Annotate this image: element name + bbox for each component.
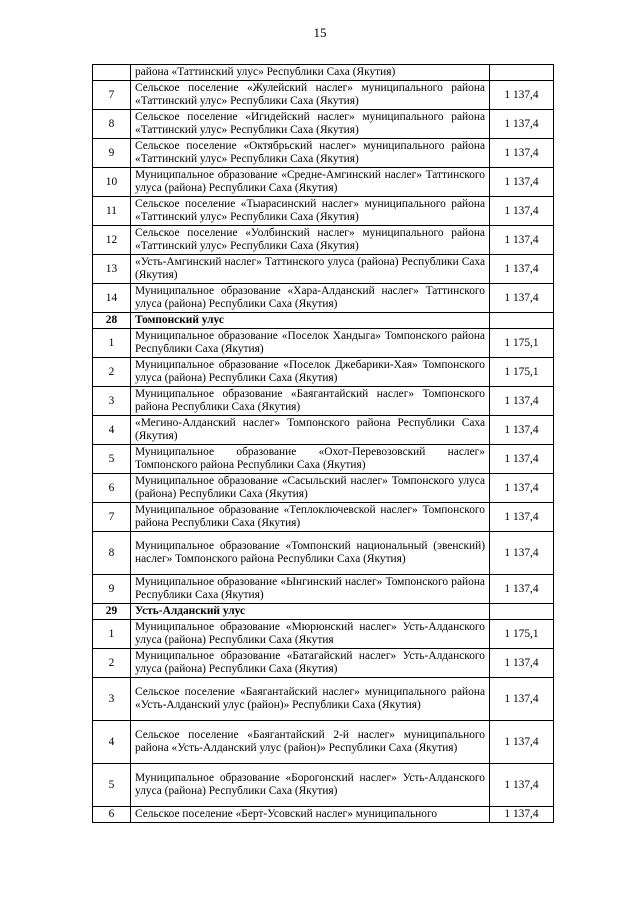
row-number: 4 (93, 721, 131, 764)
table-row (93, 474, 554, 503)
table-row (93, 764, 554, 807)
table-row (93, 445, 554, 474)
group-header-row (93, 313, 554, 329)
municipality-name: Сельское поселение «Баягантайский 2-й наслег» муниципального района «Усть-Алданский улус (район)» Республики Саха (Якутия) (131, 721, 490, 764)
row-number: 13 (93, 255, 131, 284)
row-number: 9 (93, 575, 131, 604)
table-row (93, 416, 554, 445)
row-number: 7 (93, 503, 131, 532)
table-row (93, 532, 554, 575)
table-row (93, 721, 554, 764)
table-row (93, 284, 554, 313)
municipality-name: Муниципальное образование «Теплоключевской наслег» Томпонского района Республики Саха (Якутия) (131, 503, 490, 532)
district-name: Томпонский улус (131, 313, 490, 329)
amount-value: 1 137,4 (490, 387, 554, 416)
municipality-name: Муниципальное образование «Хара-Алданский наслег» Таттинского улуса (района) Республики Саха (Якутия) (131, 284, 490, 313)
row-number: 2 (93, 649, 131, 678)
amount-value: 1 137,4 (490, 503, 554, 532)
municipality-name: Сельское поселение «Тыарасинский наслег» муниципального района «Таттинский улус» Республики Саха (Якутия) (131, 197, 490, 226)
municipality-name: Муниципальное образование «Поселок Джебарики-Хая» Томпонского улуса (района) Республики Саха (Якутия) (131, 358, 490, 387)
amount-value: 1 175,1 (490, 329, 554, 358)
table-row (93, 620, 554, 649)
amount-value: 1 137,4 (490, 445, 554, 474)
table-row (93, 65, 554, 81)
subsidy-table (92, 64, 554, 823)
municipality-name: Сельское поселение «Жулейский наслег» муниципального района «Таттинский улус» Республики Саха (Якутия) (131, 81, 490, 110)
row-number: 5 (93, 445, 131, 474)
table-body (93, 65, 554, 823)
row-number: 29 (93, 604, 131, 620)
amount-value: 1 137,4 (490, 678, 554, 721)
amount-value: 1 137,4 (490, 764, 554, 807)
municipality-name: Сельское поселение «Уолбинский наслег» муниципального района «Таттинский улус» Республики Саха (Якутия) (131, 226, 490, 255)
amount-value: 1 137,4 (490, 139, 554, 168)
amount-value: 1 137,4 (490, 81, 554, 110)
row-number: 6 (93, 474, 131, 503)
row-number: 3 (93, 678, 131, 721)
municipality-name: Муниципальное образование «Поселок Хандыга» Томпонского района Республики Саха (Якутия) (131, 329, 490, 358)
amount-value (490, 313, 554, 329)
row-number: 7 (93, 81, 131, 110)
municipality-name: Сельское поселение «Берт-Усовский наслег» муниципального (131, 807, 490, 823)
amount-value: 1 137,4 (490, 284, 554, 313)
municipality-name: Муниципальное образование «Ынгинский наслег» Томпонского района Республики Саха (Якутия) (131, 575, 490, 604)
row-number: 28 (93, 313, 131, 329)
table-row (93, 329, 554, 358)
row-number: 1 (93, 620, 131, 649)
row-number: 6 (93, 807, 131, 823)
municipality-name: Сельское поселение «Октябрьский наслег» муниципального района «Таттинский улус» Республики Саха (Якутия) (131, 139, 490, 168)
amount-value: 1 137,4 (490, 416, 554, 445)
amount-value: 1 137,4 (490, 197, 554, 226)
row-number: 1 (93, 329, 131, 358)
district-name: Усть-Алданский улус (131, 604, 490, 620)
table-row (93, 110, 554, 139)
amount-value: 1 137,4 (490, 532, 554, 575)
row-number: 12 (93, 226, 131, 255)
amount-value: 1 137,4 (490, 255, 554, 284)
row-number: 8 (93, 110, 131, 139)
table-row (93, 575, 554, 604)
table-row (93, 255, 554, 284)
row-number: 3 (93, 387, 131, 416)
municipality-name: Муниципальное образование «Борогонский наслег» Усть-Алданского улуса (района) Республики Саха (Якутия) (131, 764, 490, 807)
municipality-name: района «Таттинский улус» Республики Саха (Якутия) (131, 65, 490, 81)
row-number: 14 (93, 284, 131, 313)
row-number: 8 (93, 532, 131, 575)
amount-value: 1 137,4 (490, 721, 554, 764)
table-row (93, 197, 554, 226)
amount-value: 1 137,4 (490, 168, 554, 197)
table-row (93, 226, 554, 255)
amount-value (490, 65, 554, 81)
table-row (93, 649, 554, 678)
amount-value: 1 137,4 (490, 807, 554, 823)
table-row (93, 503, 554, 532)
municipality-name: «Мегино-Алданский наслег» Томпонского района Республики Саха (Якутия) (131, 416, 490, 445)
amount-value: 1 137,4 (490, 575, 554, 604)
municipality-name: Муниципальное образование «Томпонский национальный (эвенский) наслег» Томпонского района Республики Саха (Якутия) (131, 532, 490, 575)
table-row (93, 81, 554, 110)
municipality-name: Муниципальное образование «Средне-Амгинский наслег» Таттинского улуса (района) Республики Саха (Якутия) (131, 168, 490, 197)
row-number: 11 (93, 197, 131, 226)
table-row (93, 678, 554, 721)
row-number: 10 (93, 168, 131, 197)
amount-value: 1 175,1 (490, 358, 554, 387)
municipality-name: Муниципальное образование «Баягантайский наслег» Томпонского района Республики Саха (Якутия) (131, 387, 490, 416)
municipality-name: Муниципальное образование «Охот-Перевозовский наслег» Томпонского района Республики Саха (Якутия) (131, 445, 490, 474)
municipality-name: Сельское поселение «Игидейский наслег» муниципального района «Таттинский улус» Республики Саха (Якутия) (131, 110, 490, 139)
table-row (93, 168, 554, 197)
amount-value: 1 137,4 (490, 474, 554, 503)
row-number: 4 (93, 416, 131, 445)
amount-value: 1 175,1 (490, 620, 554, 649)
amount-value (490, 604, 554, 620)
municipality-name: Муниципальное образование «Батагайский наслег» Усть-Алданского улуса (района) Республики Саха (Якутия) (131, 649, 490, 678)
amount-value: 1 137,4 (490, 649, 554, 678)
municipality-name: Муниципальное образование «Сасыльский наслег» Томпонского улуса (района) Республики Саха (Якутия) (131, 474, 490, 503)
table-row (93, 358, 554, 387)
row-number (93, 65, 131, 81)
table-row (93, 387, 554, 416)
table-row (93, 807, 554, 823)
municipality-name: Муниципальное образование «Мюрюнский наслег» Усть-Алданского улуса (района) Республики Саха (Якутия (131, 620, 490, 649)
row-number: 9 (93, 139, 131, 168)
table-row (93, 139, 554, 168)
amount-value: 1 137,4 (490, 226, 554, 255)
row-number: 5 (93, 764, 131, 807)
municipality-name: Сельское поселение «Баягантайский наслег» муниципального района «Усть-Алданский улус (район)» Республики Саха (Якутия) (131, 678, 490, 721)
page-number: 15 (313, 25, 327, 40)
row-number: 2 (93, 358, 131, 387)
amount-value: 1 137,4 (490, 110, 554, 139)
municipality-name: «Усть-Амгинский наслег» Таттинского улуса (района) Республики Саха (Якутия) (131, 255, 490, 284)
group-header-row (93, 604, 554, 620)
